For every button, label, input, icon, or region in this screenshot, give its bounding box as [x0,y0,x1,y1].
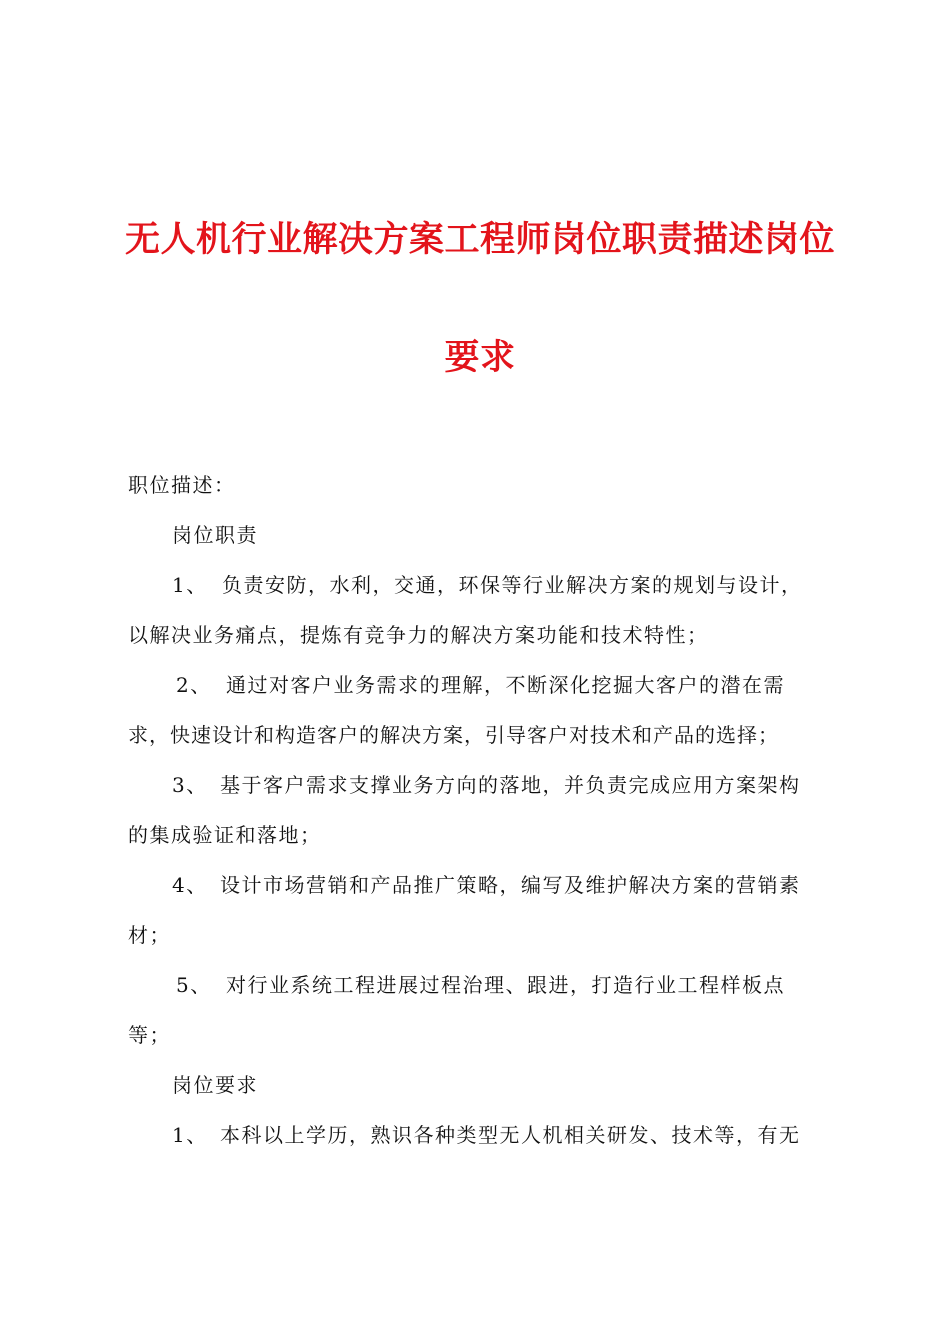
responsibility-text: 基于客户需求支撑业务方向的落地，并负责完成应用方案架构 [220,773,801,797]
responsibility-number: 2、 [176,673,212,697]
requirement-text: 本科以上学历，熟识各种类型无人机相关研发、技术等，有无 [220,1123,801,1147]
responsibility-text-continued: 材； [128,923,171,947]
responsibility-number: 1、 [172,573,208,597]
responsibility-text: 设计市场营销和产品推广策略，编写及维护解决方案的营销素 [220,873,801,897]
responsibility-text-continued: 求，快速设计和构造客户的解决方案，引导客户对技术和产品的选择； [128,723,779,747]
section-responsibilities-heading: 岗位职责 [172,523,258,547]
responsibility-number: 3、 [172,773,208,797]
section-job-description-heading: 职位描述： [128,473,236,497]
responsibility-text-continued: 等； [128,1023,171,1047]
responsibility-text-continued: 的集成验证和落地； [128,823,322,847]
responsibility-text: 对行业系统工程进展过程治理、跟进，打造行业工程样板点 [226,973,785,997]
document-title-line-2: 要求 [444,338,516,378]
responsibility-text-continued: 以解决业务痛点，提炼有竞争力的解决方案功能和技术特性； [128,623,709,647]
responsibility-text: 负责安防，水利，交通，环保等行业解决方案的规划与设计， [222,573,803,597]
responsibility-number: 4、 [172,873,208,897]
requirement-number: 1、 [172,1123,208,1147]
responsibility-text: 通过对客户业务需求的理解，不断深化挖掘大客户的潜在需 [226,673,785,697]
responsibility-number: 5、 [176,973,212,997]
document-title-line-1: 无人机行业解决方案工程师岗位职责描述岗位 [124,220,835,260]
section-requirements-heading: 岗位要求 [172,1073,258,1097]
